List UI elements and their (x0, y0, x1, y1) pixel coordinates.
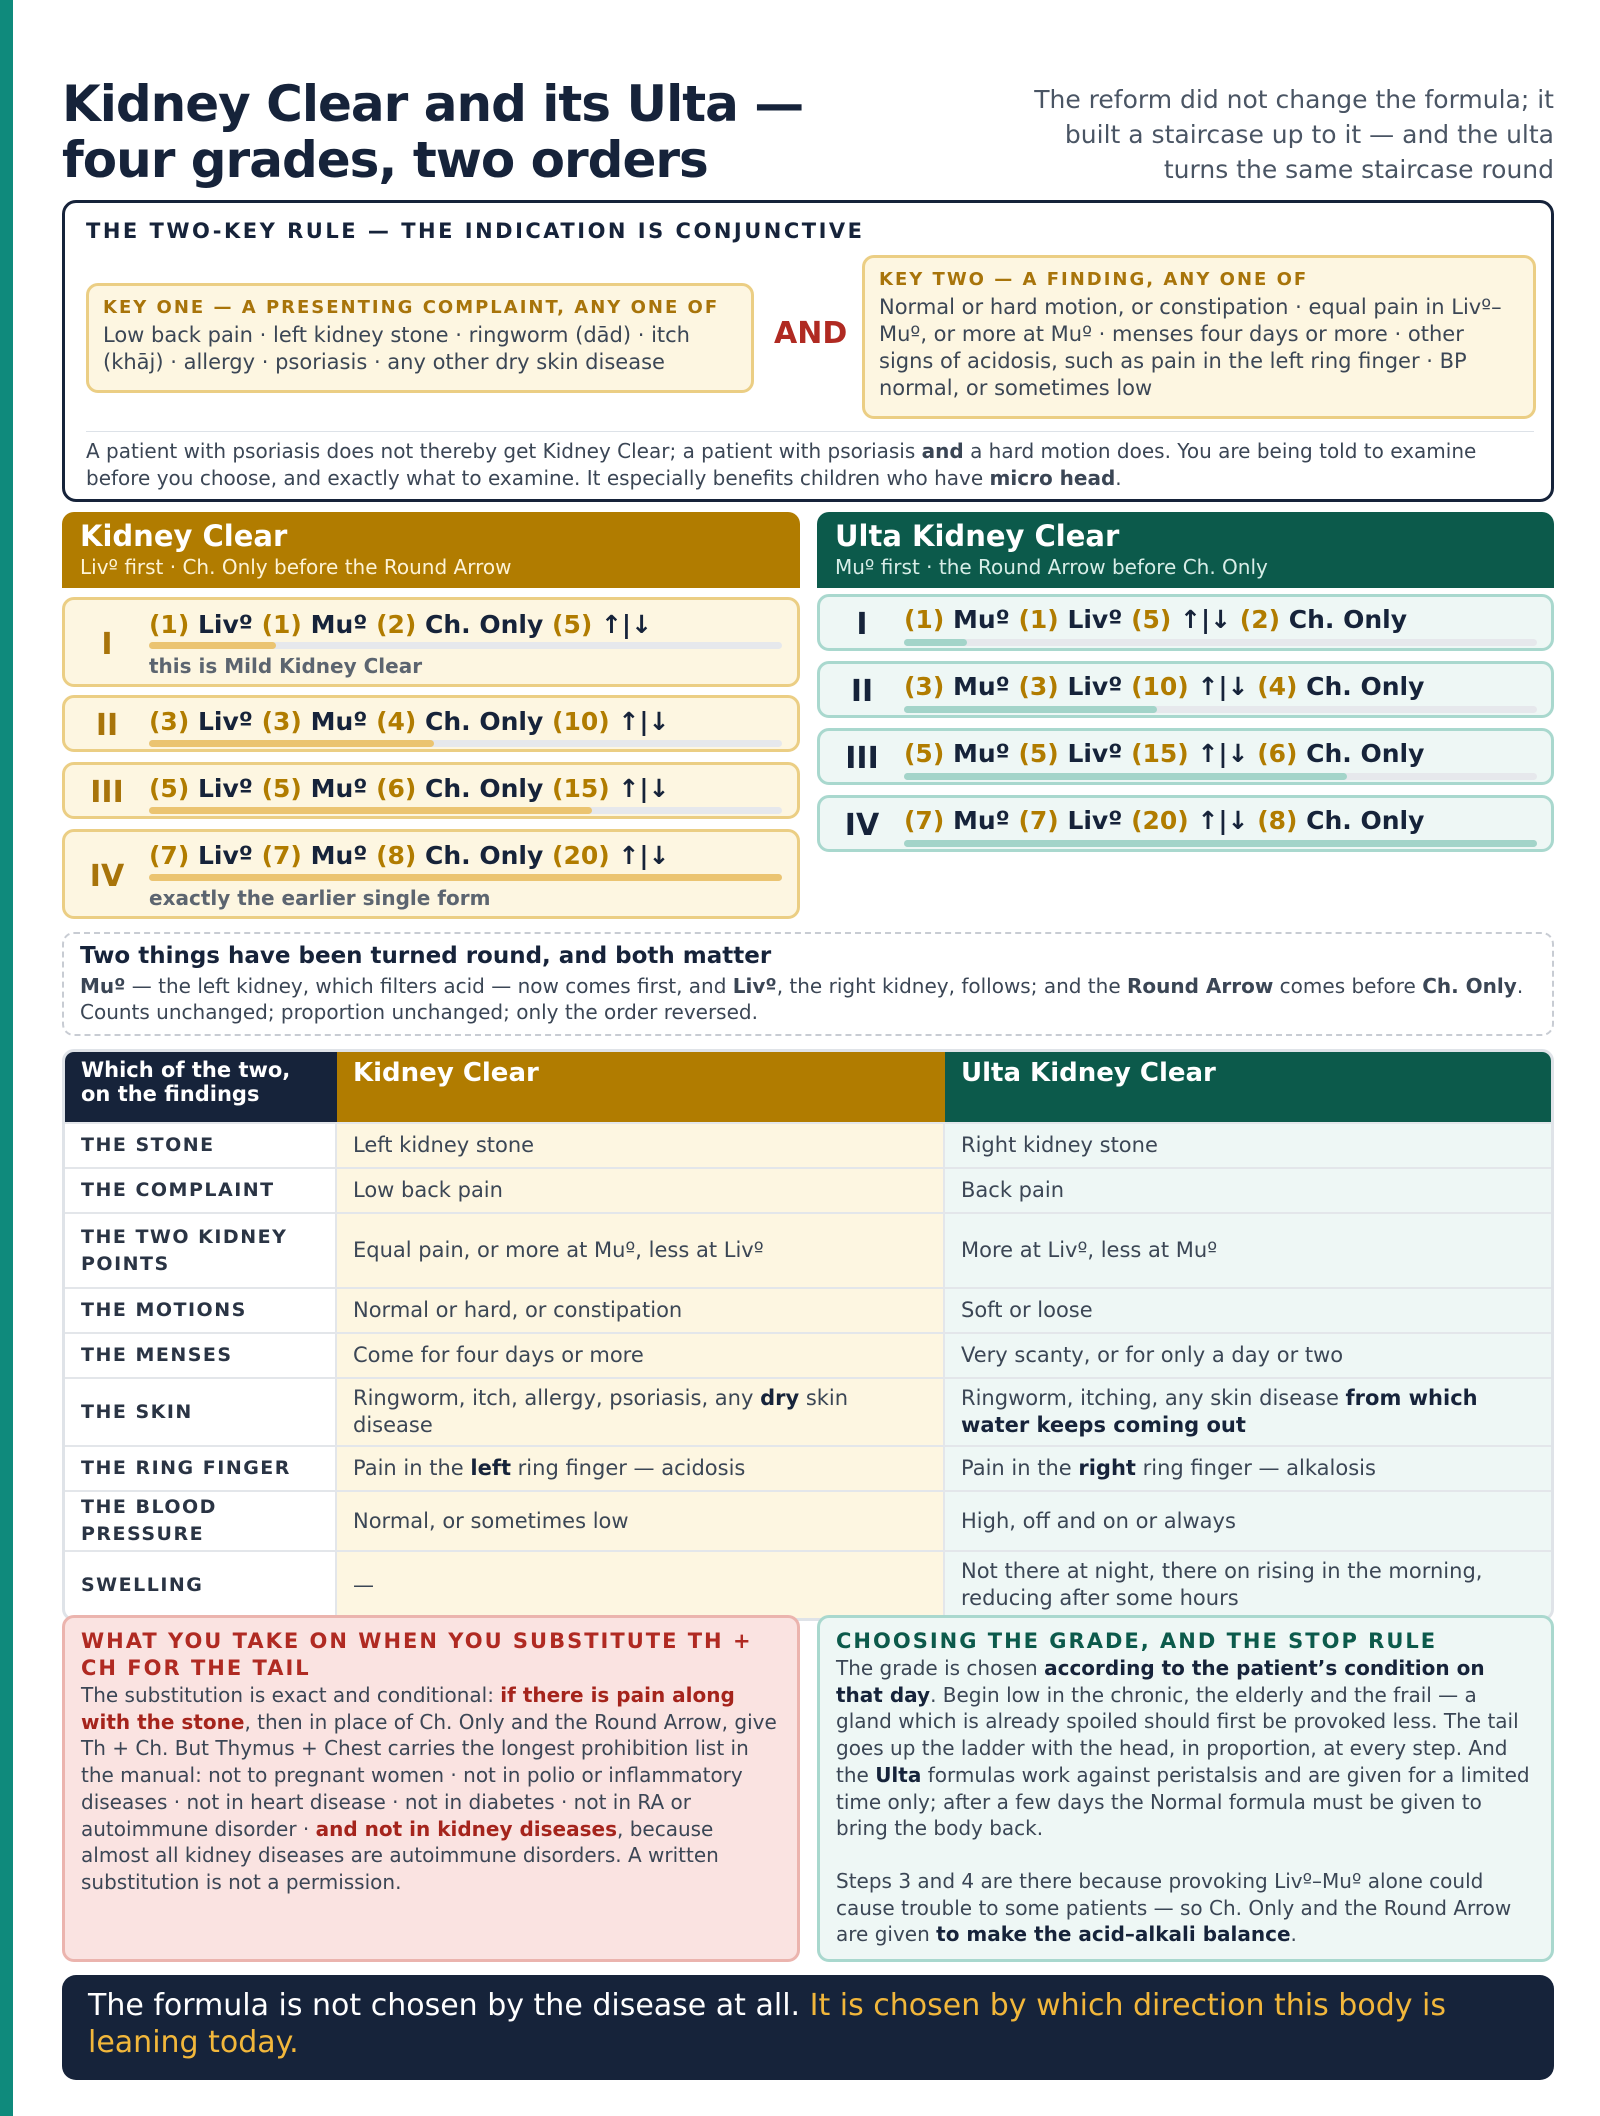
grade-numeral: III (90, 775, 124, 810)
substitution-title: WHAT YOU TAKE ON WHEN YOU SUBSTITUTE TH + CH FOR THE TAIL (81, 1629, 753, 1680)
grade-level-bar (149, 807, 782, 814)
table-row-stone: THE STONE Left kidney stone Right kidney stone (65, 1122, 1551, 1167)
table-header-row (65, 1052, 1551, 1122)
grade-numeral: III (845, 741, 879, 776)
table-header-findings: Which of the two, on the findings (65, 1052, 337, 1122)
ulta-kidney-clear-header (817, 512, 1554, 588)
grade-choice-title: CHOOSING THE GRADE, AND THE STOP RULE (836, 1629, 1438, 1653)
footer-plain-text: The formula is not chosen by the disease at all. (88, 1988, 810, 2023)
two-key-rule-note: A patient with psoriasis does not thereby get Kidney Clear; a patient with psoriasis and a hard motion does. You are being told to examine before you choose, and exactly what to examine. It especially benefits children who have micro head. (86, 431, 1534, 492)
kidney-clear-grade-3 (62, 762, 800, 819)
and-connector: AND (774, 316, 848, 351)
grade-formula: (5) Muº (5) Livº (15) ↑|↓ (6) Ch. Only (904, 739, 1425, 768)
substitution-text: The substitution is exact and conditional: if there is pain along with the stone, then in place of Ch. Only and the Round Arrow, give Th + Ch. But Thymus + Chest carries the longest prohibition list in the manual: not to pregnant women · not in polio or inflammatory diseases · not in heart disease · not in diabetes · not in RA or autoimmune disorder · and not in kidney diseases, because almost all kidney diseases are autoimmune disorders. A written substitution is not a permission. (81, 1683, 777, 1894)
key-one-label: KEY ONE — A PRESENTING COMPLAINT, ANY ONE OF (103, 297, 720, 318)
grade-formula: (5) Livº (5) Muº (6) Ch. Only (15) ↑|↓ (149, 774, 670, 803)
reversal-text: Muº — the left kidney, which filters acid — now comes first, and Livº, the right kidney, follows; and the Round Arrow comes before Ch. Only. Counts unchanged; proportion unchanged; only the order reversed. (80, 974, 1524, 1024)
two-key-rule-title: THE TWO-KEY RULE — THE INDICATION IS CONJUNCTIVE (86, 219, 865, 243)
grade-formula: (7) Muº (7) Livº (20) ↑|↓ (8) Ch. Only (904, 806, 1425, 835)
footer-highlight-text: It is chosen by which direction this body is leaning today. (88, 1988, 1446, 2060)
grade-numeral: II (850, 674, 874, 709)
grade-formula: (7) Livº (7) Muº (8) Ch. Only (20) ↑|↓ (149, 841, 670, 870)
left-accent-stripe (0, 0, 13, 2116)
grade-level-bar (904, 706, 1537, 713)
grade-formula: (3) Muº (3) Livº (10) ↑|↓ (4) Ch. Only (904, 672, 1425, 701)
kidney-clear-grade-2 (62, 695, 800, 752)
grade-level-bar (904, 840, 1537, 847)
ulta-grade-4 (817, 795, 1554, 852)
grade-choice-panel (817, 1615, 1554, 1962)
key-one-card (86, 283, 754, 393)
grade-numeral: II (95, 708, 119, 743)
key-two-text: Normal or hard motion, or constipation · equal pain in Livº–Muº, or more at Muº · menses four days or more · other signs of acidosis, such as pain in the left ring finger · BP normal, or sometimes low (879, 295, 1502, 400)
grade-note: exactly the earlier single form (149, 886, 491, 910)
table-row-ring-finger: THE RING FINGER Pain in the left ring finger — acidosis Pain in the right ring finger — alkalosis (65, 1445, 1551, 1490)
grade-level-bar (149, 874, 782, 881)
reversal-title: Two things have been turned round, and both matter (80, 943, 772, 969)
footer-banner (62, 1975, 1554, 2080)
grade-note: this is Mild Kidney Clear (149, 654, 423, 678)
table-row-swelling: SWELLING — Not there at night, there on rising in the morning, reducing after some hours (65, 1550, 1551, 1618)
table-header-kidney-clear: Kidney Clear (337, 1052, 945, 1122)
grade-level-bar (904, 773, 1537, 780)
substitution-warning-panel (62, 1615, 800, 1962)
header (62, 76, 1554, 194)
grade-numeral: I (856, 607, 868, 642)
ulta-kidney-clear-title: Ulta Kidney Clear (835, 519, 1120, 553)
reversal-note (62, 932, 1554, 1036)
grade-numeral: IV (89, 859, 125, 894)
table-row-complaint: THE COMPLAINT Low back pain Back pain (65, 1167, 1551, 1212)
grade-formula: (1) Muº (1) Livº (5) ↑|↓ (2) Ch. Only (904, 605, 1408, 634)
key-one-text: Low back pain · left kidney stone · ringworm (dād) · itch (khāj) · allergy · psoriasis · any other dry skin disease (103, 323, 690, 374)
grade-numeral: I (101, 627, 113, 662)
grade-formula: (3) Livº (3) Muº (4) Ch. Only (10) ↑|↓ (149, 707, 670, 736)
two-key-rule-box (62, 200, 1554, 502)
ulta-grade-3 (817, 728, 1554, 785)
grade-numeral: IV (844, 808, 880, 843)
grade-formula: (1) Livº (1) Muº (2) Ch. Only (5) ↑|↓ (149, 610, 653, 639)
ulta-grade-2 (817, 661, 1554, 718)
kidney-clear-title: Kidney Clear (80, 519, 288, 553)
grade-level-bar (904, 639, 1537, 646)
table-row-blood-pressure: THE BLOOD PRESSURE Normal, or sometimes low High, off and on or always (65, 1490, 1551, 1550)
ulta-kidney-clear-order: Muº first · the Round Arrow before Ch. Only (835, 555, 1268, 579)
kidney-clear-header (62, 512, 800, 588)
ulta-grade-1 (817, 594, 1554, 651)
kidney-clear-order: Livº first · Ch. Only before the Round Arrow (80, 555, 512, 579)
key-two-card (862, 255, 1536, 419)
kidney-clear-grade-1 (62, 597, 800, 687)
table-row-skin: THE SKIN Ringworm, itch, allergy, psoriasis, any dry skin disease Ringworm, itching, any skin disease from which water keeps coming out (65, 1377, 1551, 1445)
grade-level-bar (149, 740, 782, 747)
kidney-clear-grade-4 (62, 829, 800, 919)
table-row-kidney-points: THE TWO KIDNEY POINTS Equal pain, or more at Muº, less at Livº More at Livº, less at Muº (65, 1212, 1551, 1287)
key-two-label: KEY TWO — A FINDING, ANY ONE OF (879, 269, 1309, 290)
table-header-ulta: Ulta Kidney Clear (945, 1052, 1551, 1122)
grade-level-bar (149, 642, 782, 649)
page-title: Kidney Clear and its Ulta — four grades, two orders (62, 75, 804, 189)
table-row-menses: THE MENSES Come for four days or more Very scanty, or for only a day or two (65, 1332, 1551, 1377)
table-row-motions: THE MOTIONS Normal or hard, or constipation Soft or loose (65, 1287, 1551, 1332)
comparison-table (62, 1049, 1554, 1621)
grade-choice-text: The grade is chosen according to the patient’s condition on that day. Begin low in the chronic, the elderly and the frail — a gland which is already spoiled should first be provoked less. The tail goes up the ladder with the head, in proportion, at every step. And the Ulta formulas work against peristalsis and are given for a limited time only; after a few days the Normal formula must be given to bring the body back. (836, 1656, 1530, 1841)
grade-choice-text-2: Steps 3 and 4 are there because provoking Livº–Muº alone could cause trouble to some patients — so Ch. Only and the Round Arrow are given to make the acid–alkali balance. (836, 1868, 1512, 1947)
page-subtitle: The reform did not change the formula; it built a staircase up to it — and the ulta turns the same staircase round (1034, 85, 1554, 184)
